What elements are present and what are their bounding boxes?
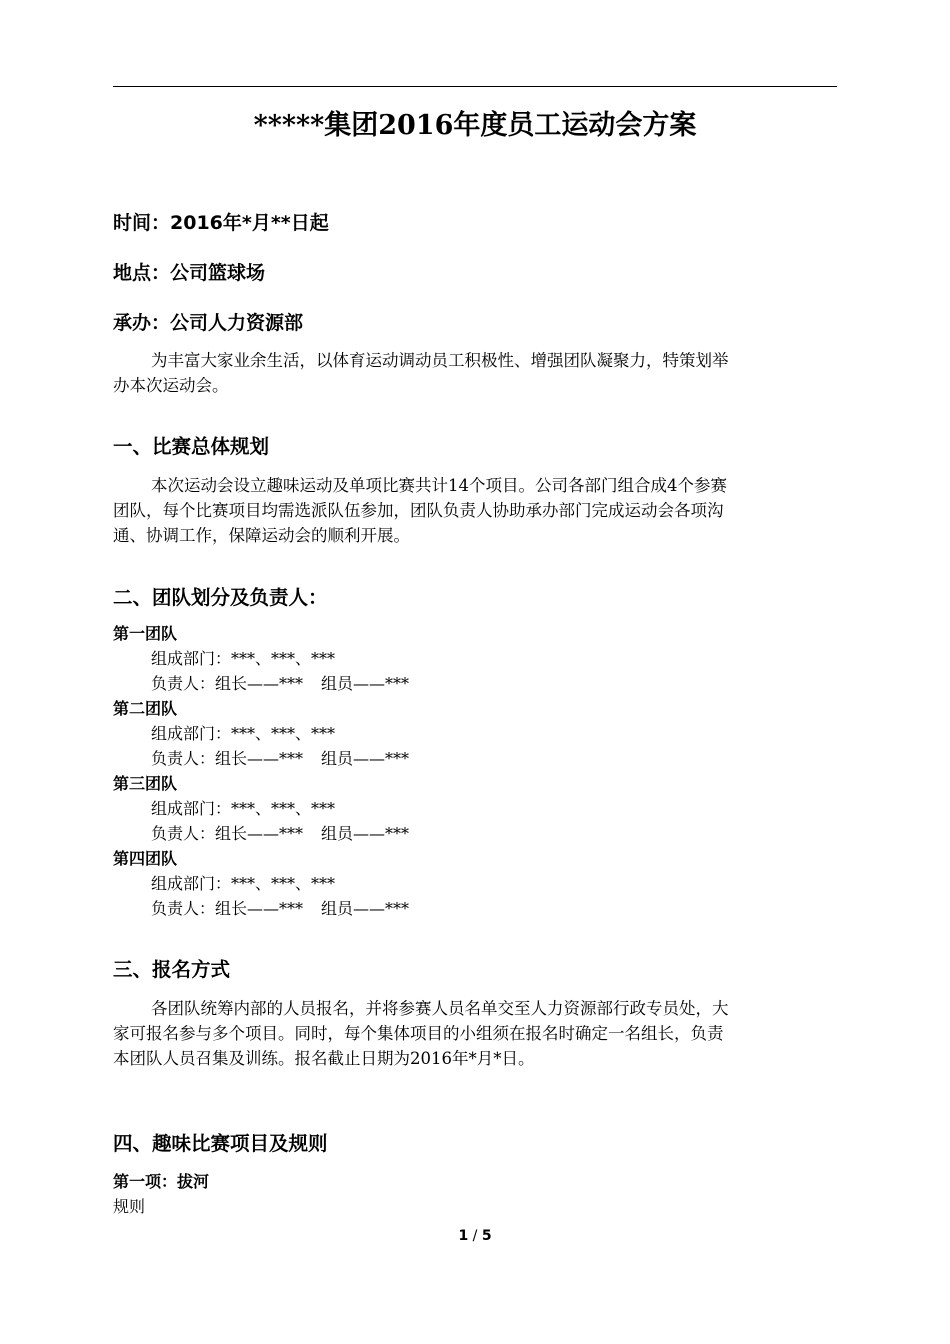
section1-line: 团队，每个比赛项目均需选派队伍参加，团队负责人协助承办部门完成运动会各项沟	[113, 501, 724, 520]
team-departments: 组成部门：***、***、***	[151, 874, 336, 893]
team-leader: 负责人：组长——***	[151, 674, 304, 693]
team-leaders	[151, 896, 409, 921]
team-leader: 负责人：组长——***	[151, 749, 304, 768]
meta-organizer: 承办：公司人力资源部	[113, 312, 304, 334]
team-leader: 负责人：组长——***	[151, 899, 304, 918]
current-page: 1	[458, 1228, 469, 1244]
team-leaders	[151, 821, 409, 846]
section3-line: 各团队统筹内部的人员报名，并将参赛人员名单交至人力资源部行政专员处，大	[151, 999, 729, 1018]
team-leader: 负责人：组长——***	[151, 824, 304, 843]
page-separator: /	[472, 1228, 478, 1244]
intro-line: 办本次运动会。	[113, 376, 229, 395]
meta-place: 地点：公司篮球场	[113, 262, 266, 284]
section1-line: 本次运动会设立趣味运动及单项比赛共计14个项目。公司各部门组合成4个参赛	[151, 476, 727, 495]
rules-label: 规则	[113, 1197, 146, 1216]
section1-heading: 一、比赛总体规划	[113, 435, 270, 458]
total-pages: 5	[481, 1228, 492, 1244]
team-member: 组员——***	[321, 674, 410, 693]
section1-line: 通、协调工作，保障运动会的顺利开展。	[113, 526, 410, 545]
page-number	[0, 1226, 950, 1246]
section3-heading: 三、报名方式	[113, 958, 231, 981]
intro-line: 为丰富大家业余生活，以体育运动调动员工积极性、增强团队凝聚力，特策划举	[151, 351, 729, 370]
team-departments: 组成部门：***、***、***	[151, 724, 336, 743]
section3-line: 本团队人员召集及训练。报名截止日期为2016年*月*日。	[113, 1049, 535, 1068]
section4-heading: 四、趣味比赛项目及规则	[113, 1132, 328, 1155]
team-leaders	[151, 746, 409, 771]
team-departments: 组成部门：***、***、***	[151, 649, 336, 668]
team-member: 组员——***	[321, 899, 410, 918]
event-item: 第一项：拔河	[113, 1172, 210, 1191]
section2-heading: 二、团队划分及负责人：	[113, 586, 328, 609]
section3-line: 家可报名参与多个项目。同时，每个集体项目的小组须在报名时确定一名组长，负责	[113, 1024, 724, 1043]
team-name: 第二团队	[113, 699, 178, 718]
document-title: *****集团2016年度员工运动会方案	[253, 110, 697, 141]
team-leaders	[151, 671, 409, 696]
team-name: 第三团队	[113, 774, 178, 793]
meta-time: 时间：2016年*月**日起	[113, 212, 329, 234]
team-name: 第四团队	[113, 849, 178, 868]
team-member: 组员——***	[321, 824, 410, 843]
header-rule	[113, 86, 837, 87]
team-departments: 组成部门：***、***、***	[151, 799, 336, 818]
team-member: 组员——***	[321, 749, 410, 768]
team-name: 第一团队	[113, 624, 178, 643]
